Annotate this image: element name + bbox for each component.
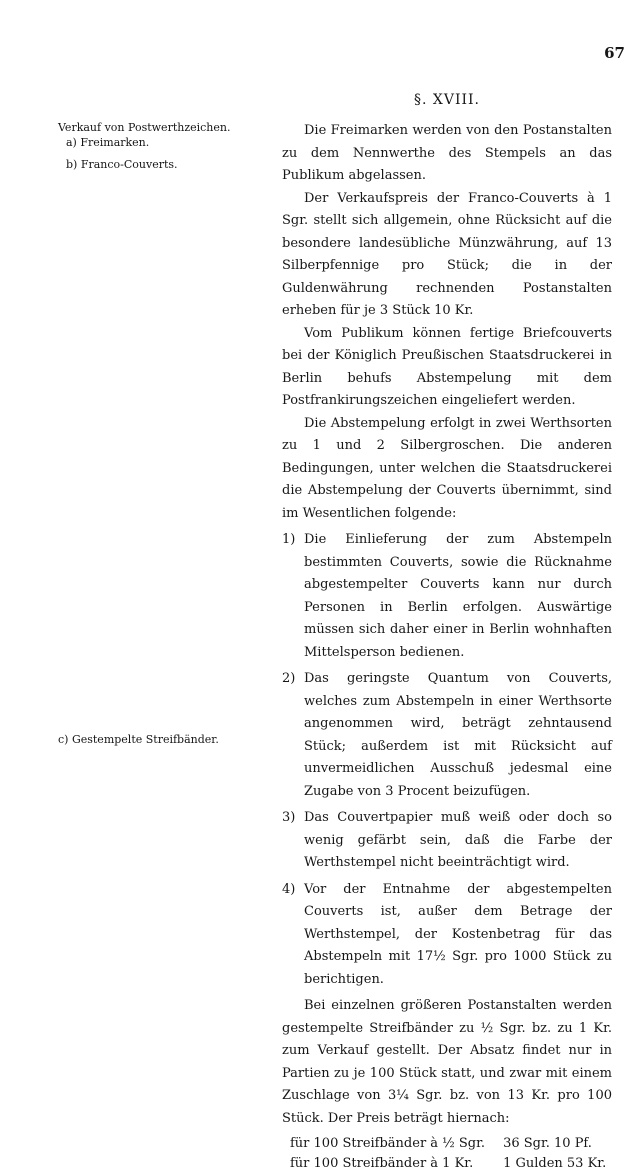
conditions-list-wrap xyxy=(282,529,612,991)
condition-number: 3) xyxy=(282,810,296,825)
price-table xyxy=(286,1134,610,1174)
price-amount: 1 Gulden 53 Kr. xyxy=(503,1156,607,1171)
condition-text: Vor der Entnahme der abgestempelten Couverts ist, außer dem Betrage der Werthstempel, der Kostenbetrag für das Abstempeln mit 17½ Sgr. pro 1000 Stück zu berichtigen. xyxy=(304,881,612,987)
condition-item xyxy=(282,529,612,664)
paragraph-streifbaender: Bei einzelnen größeren Postanstalten werden gestempelte Streifbänder zu ½ Sgr. bz. zu 1 Kr. zum Verkauf gestellt. Der Absatz findet nur in Partien zu je 100 Stück statt, und zwar mit einem Zuschlage von 3¼ Sgr. bz. von 13 Kr. pro 100 Stück. Der Preis beträgt hiernach: xyxy=(282,998,612,1126)
paragraph-franco-couverts: Der Verkaufspreis der Franco-Couverts à 1 Sgr. stellt sich allgemein, ohne Rücksicht auf die besondere landesübliche Münzwährung, auf 13 Silberpfennige pro Stück; die in der Guldenwährung rechnenden Postanstalten erheben für je 3 Stück 10 Kr. xyxy=(282,190,612,318)
condition-number: 2) xyxy=(282,671,296,686)
price-amount: 36 Sgr. 10 Pf. xyxy=(503,1136,592,1151)
page-number: 67 xyxy=(604,44,625,62)
paragraph-abstempelung: Die Abstempelung erfolgt in zwei Werthsorten zu 1 und 2 Silbergroschen. Die anderen Bedingungen, unter welchen die Staatsdruckerei die Abstempelung der Couverts übernimmt, sind im Wesentlichen folgende: xyxy=(282,415,612,521)
price-row xyxy=(286,1134,610,1154)
conditions-list xyxy=(282,529,612,991)
condition-text: Das Couvertpapier muß weiß oder doch so wenig gefärbt sein, daß die Farbe der Werthstempel nicht beeinträchtigt wird. xyxy=(304,810,612,870)
condition-item xyxy=(282,879,612,992)
margin-note-heading: Verkauf von Postwerthzeichen. xyxy=(58,121,231,134)
price-item: für 100 Streifbänder à 1 Kr. xyxy=(290,1156,474,1171)
margin-note-freimarken: a) Freimarken. xyxy=(66,136,150,149)
main-text xyxy=(282,120,612,1174)
condition-text: Das geringste Quantum von Couverts, welches zum Abstempeln in einer Werthsorte angenommen wird, beträgt zehntausend Stück; außerdem ist mit Rücksicht auf unvermeidlichen Ausschuß jedesmal eine Zugabe von 3 Procent beizufügen. xyxy=(304,671,612,799)
condition-item xyxy=(282,668,612,803)
price-row xyxy=(286,1154,610,1174)
paragraph-briefcouverts: Vom Publikum können fertige Briefcouverts bei der Königlich Preußischen Staatsdruckerei in Berlin behufs Abstempelung mit dem Postfrankirungszeichen eingeliefert werden. xyxy=(282,325,612,408)
condition-number: 1) xyxy=(282,532,296,547)
section-title: §. XVIII. xyxy=(413,92,481,108)
paragraph-freimarken: Die Freimarken werden von den Postanstalten zu dem Nennwerthe des Stempels an das Publikum abgelassen. xyxy=(282,123,612,183)
condition-item xyxy=(282,807,612,875)
condition-number: 4) xyxy=(282,881,296,897)
condition-text: Die Einlieferung der zum Abstempeln bestimmten Couverts, sowie die Rücknahme abgestempelter Couverts kann nur durch Personen in Berlin erfolgen. Auswärtige müssen sich daher einer in Berlin wohnhaften Mittelsperson bedienen. xyxy=(304,532,612,660)
margin-note-streifbaender: c) Gestempelte Streifbänder. xyxy=(58,733,219,746)
margin-note-franco-couverts: b) Franco-Couverts. xyxy=(66,158,178,171)
price-item: für 100 Streifbänder à ½ Sgr. xyxy=(290,1136,486,1151)
